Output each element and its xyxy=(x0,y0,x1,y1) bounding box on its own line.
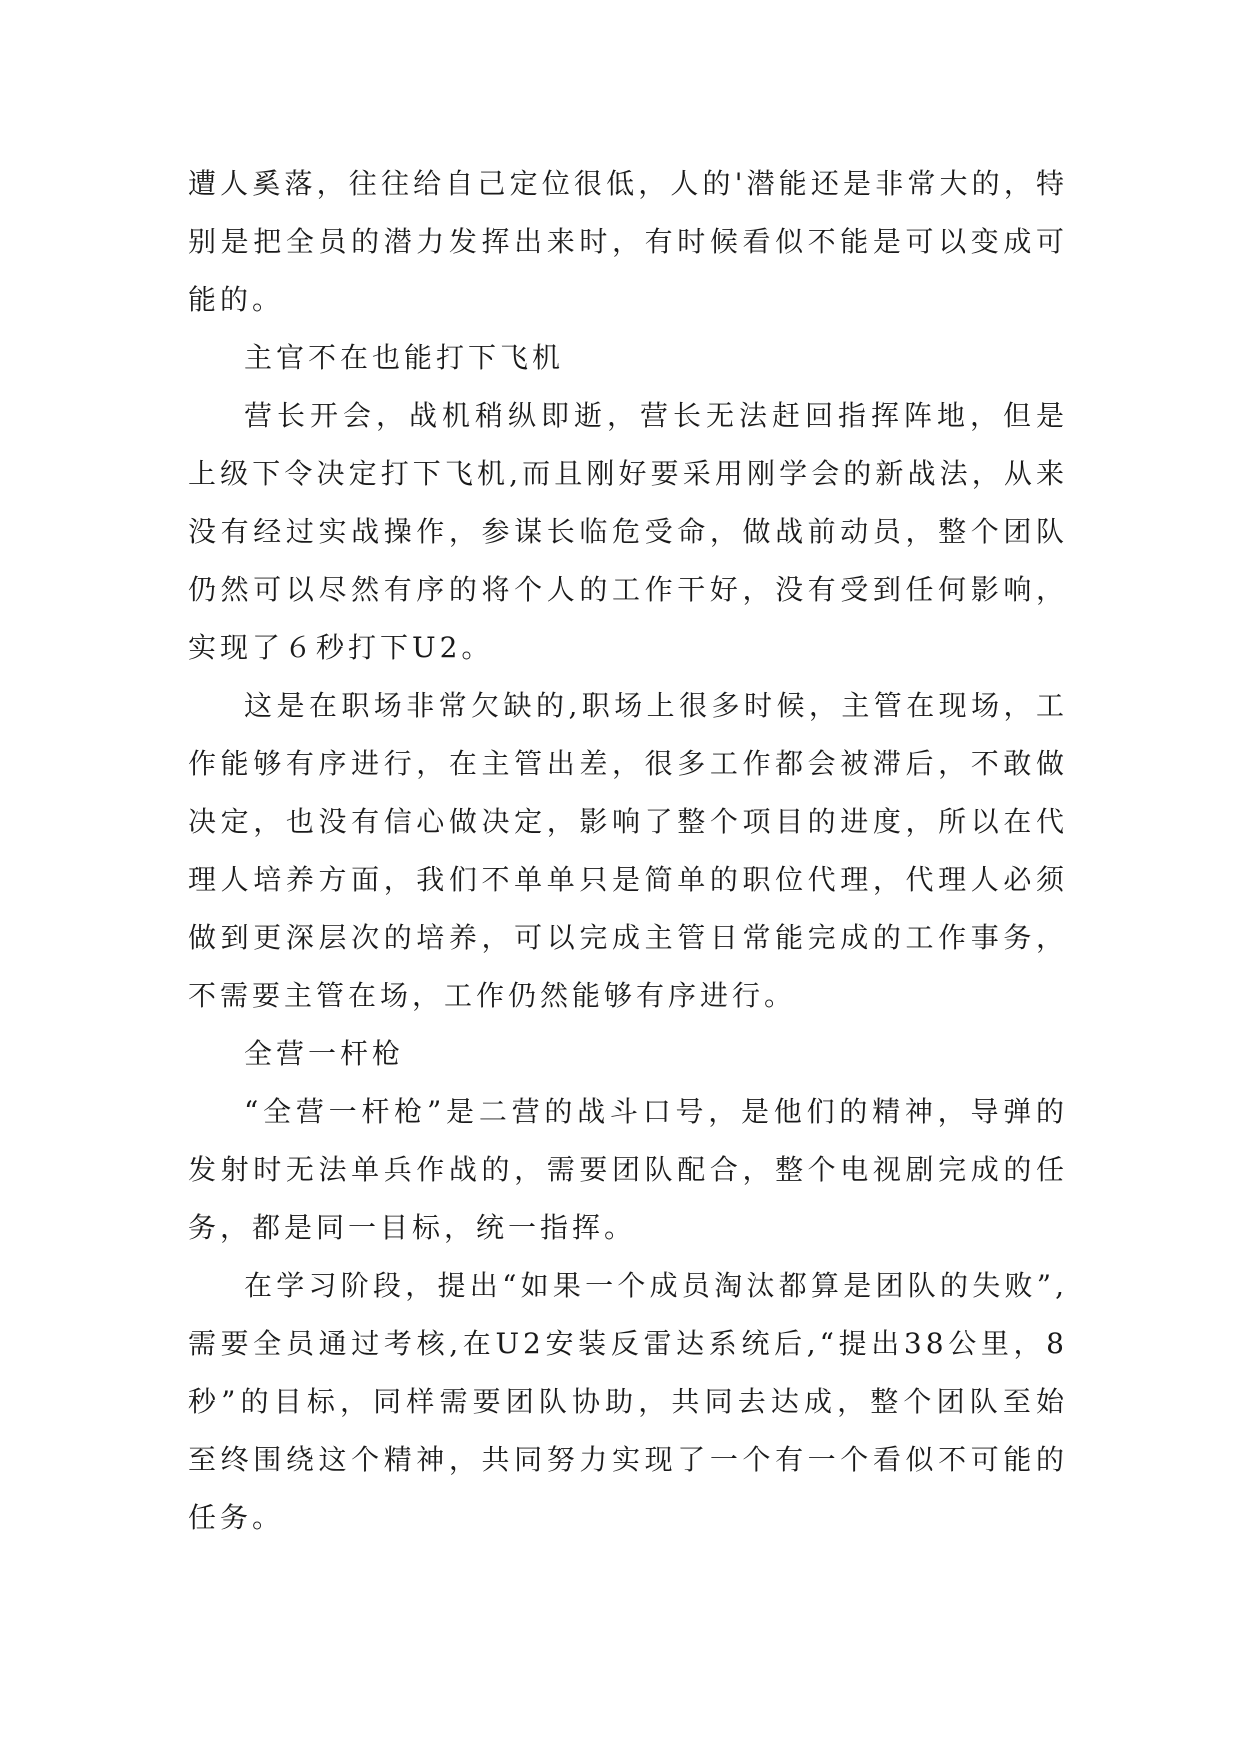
section-heading-commander-absent: 主官不在也能打下飞机 xyxy=(244,341,565,374)
paragraph: 这是在职场非常欠缺的,职场上很多时候，主管在现场，工作能够有序进行，在主管出差，很多工作都会被滞后，不敢做决定，也没有信心做决定，影响了整个项目的进度，所以在代理人培养方面，我们不单单只是简单的职位代理，代理人必须做到更深层次的培养，可以完成主管日常能完成的工作事务，不需要主管在场，工作仍然能够有序进行。 xyxy=(188,689,1068,1012)
paragraph: 营长开会，战机稍纵即逝，营长无法赶回指挥阵地，但是上级下令决定打下飞机,而且刚好要采用刚学会的新战法，从来没有经过实战操作，参谋长临危受命，做战前动员，整个团队仍然可以尽然有序的将个人的工作干好，没有受到任何影响，实现了６秒打下U2。 xyxy=(188,399,1068,664)
paragraph: 在学习阶段，提出“如果一个成员淘汰都算是团队的失败”,需要全员通过考核,在U2安装反雷达系统后,“提出38公里，8秒”的目标，同样需要团队协助，共同去达成，整个团队至始至终围绕这个精神，共同努力实现了一个有一个看似不可能的任务。 xyxy=(188,1269,1068,1534)
paragraph-continued: 遭人奚落，往往给自己定位很低，人的'潜能还是非常大的，特别是把全员的潜力发挥出来时，有时候看似不能是可以变成可能的。 xyxy=(188,167,1068,316)
paragraph: “全营一杆枪”是二营的战斗口号，是他们的精神，导弹的发射时无法单兵作战的，需要团队配合，整个电视剧完成的任务，都是同一目标，统一指挥。 xyxy=(188,1095,1068,1244)
document-body xyxy=(188,155,1068,1547)
section-heading-whole-battalion: 全营一杆枪 xyxy=(244,1037,405,1070)
